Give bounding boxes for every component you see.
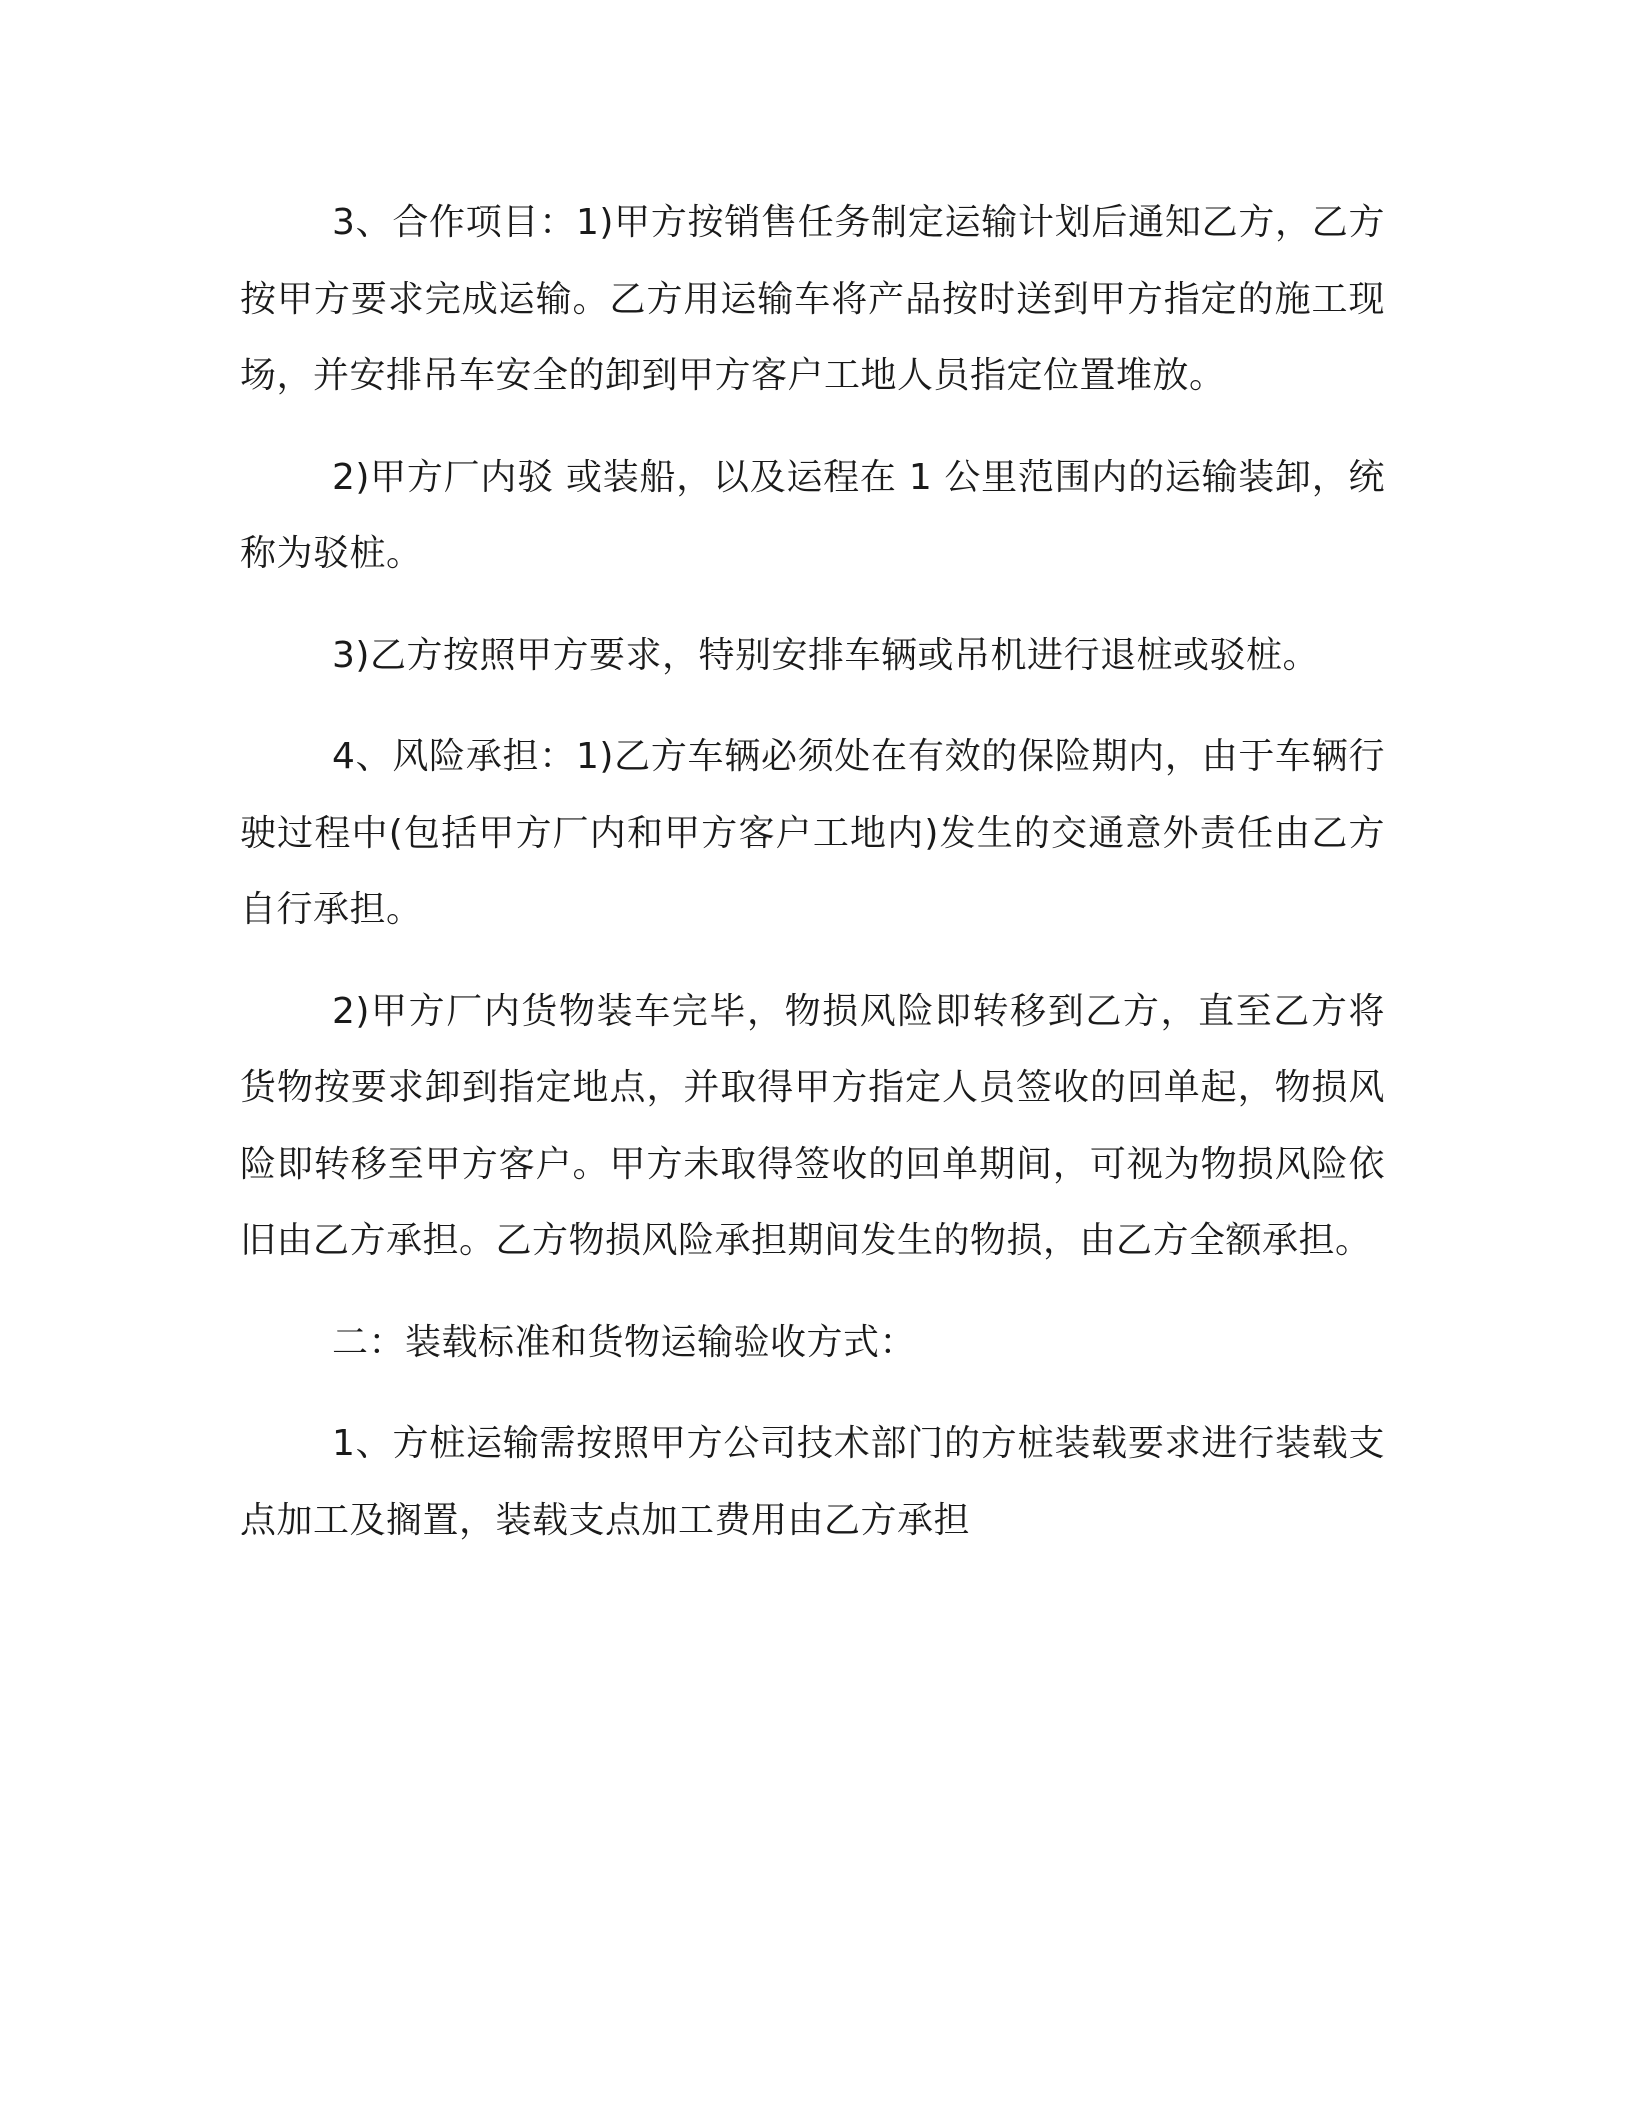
document-body	[240, 185, 1385, 1584]
paragraph-pile-transfer: 2)甲方厂内驳 或装船，以及运程在 1 公里范围内的运输装卸，统称为驳桩。	[240, 456, 1385, 574]
paragraph-pile-return: 3)乙方按照甲方要求，特别安排车辆或吊机进行退桩或驳桩。	[332, 634, 1319, 676]
paragraph-risk-bearing: 4、风险承担：1)乙方车辆必须处在有效的保险期内，由于车辆行驶过程中(包括甲方厂内和甲方客户工地内)发生的交通意外责任由乙方自行承担。	[240, 736, 1385, 930]
paragraph-cooperation-items: 3、合作项目：1)甲方按销售任务制定运输计划后通知乙方，乙方按甲方要求完成运输。乙方用运输车将产品按时送到甲方指定的施工现场，并安排吊车安全的卸到甲方客户工地人员指定位置堆放。	[240, 202, 1385, 396]
section-heading-loading-standards: 二：装载标准和货物运输验收方式：	[332, 1321, 917, 1363]
paragraph-square-pile-loading: 1、方桩运输需按照甲方公司技术部门的方桩装载要求进行装载支点加工及搁置，装载支点加工费用由乙方承担	[240, 1423, 1385, 1541]
paragraph-goods-risk-transfer: 2)甲方厂内货物装车完毕，物损风险即转移到乙方，直至乙方将货物按要求卸到指定地点，并取得甲方指定人员签收的回单起，物损风险即转移至甲方客户。甲方未取得签收的回单期间，可视为物损风险依旧由乙方承担。乙方物损风险承担期间发生的物损，由乙方全额承担。	[240, 990, 1385, 1261]
